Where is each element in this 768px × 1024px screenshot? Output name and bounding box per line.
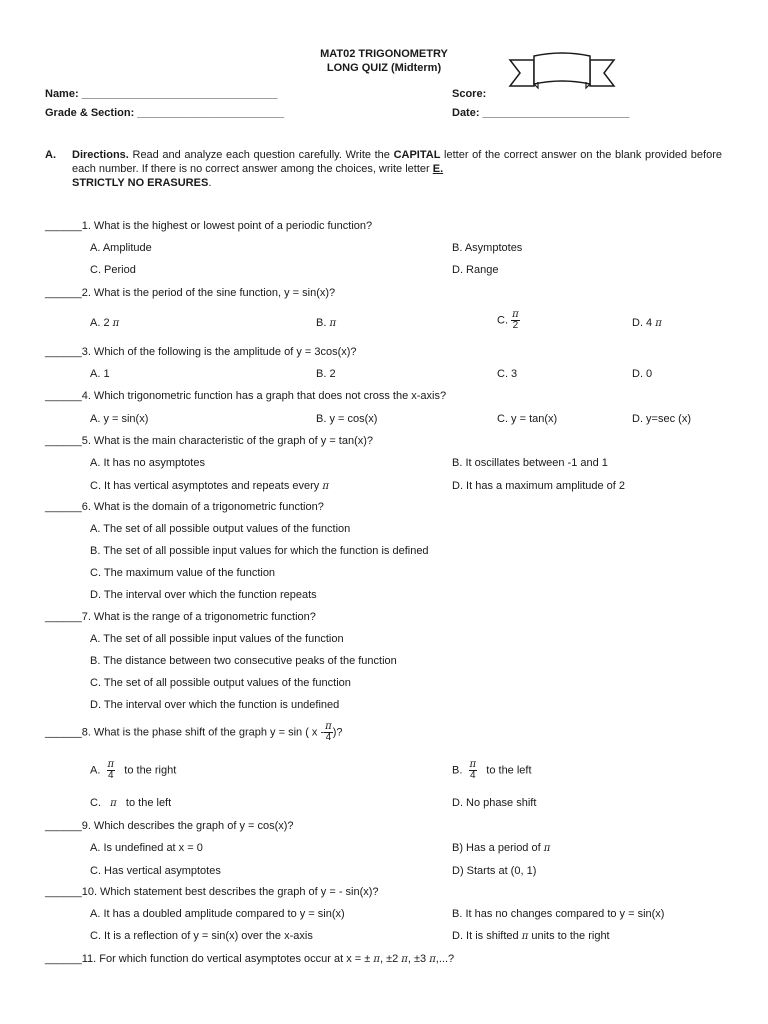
question-4: ______4. Which trigonometric function has a graph that does not cross the x-axis? <box>45 390 447 402</box>
directions-text-2: letter of the correct answer on the blank provided before each number. If there is no correct answer among the choices, write letter <box>72 149 722 175</box>
q2-c-num: π <box>512 309 519 320</box>
q8-a-fraction <box>107 760 116 781</box>
question-3: ______3. Which of the following is the amplitude of y = 3cos(x)? <box>45 346 357 358</box>
q8-den: 4 <box>325 732 332 743</box>
q9-option-a: A. Is undefined at x = 0 <box>90 842 203 854</box>
q8-option-d: D. No phase shift <box>452 797 537 809</box>
q2-c-label: C. <box>497 314 508 327</box>
q11-pi-2: π <box>401 954 408 965</box>
q7-option-d: D. The interval over which the function is undefined <box>90 699 340 711</box>
q2-c-fraction <box>511 310 520 331</box>
q8-text-end: )? <box>332 726 343 739</box>
q5-option-d: D. It has a maximum amplitude of 2 <box>452 480 626 492</box>
question-9: ______9. Which describes the graph of y = cos(x)? <box>45 820 294 832</box>
q4-option-d: D. y=sec (x) <box>632 413 691 425</box>
q8-c-label: C. <box>90 797 101 809</box>
question-11 <box>45 953 454 965</box>
q4-option-a: A. y = sin(x) <box>90 413 149 425</box>
q2-option-c <box>497 310 520 331</box>
q1-option-d: D. Range <box>452 264 499 276</box>
q11-t2: , ±2 <box>379 953 399 965</box>
q3-option-a: A. 1 <box>90 368 110 380</box>
q10-option-d <box>452 930 610 942</box>
q11-text: ______11. For which function do vertical asymptotes occur at x = ± <box>45 953 371 965</box>
question-10: ______10. Which statement best describes the graph of y = - sin(x)? <box>45 886 379 898</box>
q8-option-b <box>452 760 532 781</box>
q8-b-label: B. <box>452 764 463 777</box>
q3-option-b: B. 2 <box>316 368 336 380</box>
q6-option-a: A. The set of all possible output values of the function <box>90 523 351 535</box>
q9-b-pi: π <box>543 843 551 854</box>
question-8 <box>45 722 343 743</box>
q6-option-b: B. The set of all possible input values for which the function is defined <box>90 545 429 557</box>
q2-a-pi: π <box>112 318 120 329</box>
directions-text <box>72 148 722 190</box>
q4-option-b: B. y = cos(x) <box>316 413 378 425</box>
q8-num: π <box>325 721 332 732</box>
q8-option-c <box>90 797 171 809</box>
q8-b-den: 4 <box>470 770 476 781</box>
score-ribbon-icon <box>508 50 616 92</box>
q7-option-c: C. The set of all possible output values of the function <box>90 677 351 689</box>
question-2: ______2. What is the period of the sine function, y = sin(x)? <box>45 287 336 299</box>
name-field[interactable]: Name: ________________________________ <box>45 88 278 100</box>
q8-a-num: π <box>107 759 115 770</box>
q8-b-fraction <box>469 760 478 781</box>
q10-option-a: A. It has a doubled amplitude compared to y = sin(x) <box>90 908 345 920</box>
section-letter: A. <box>45 149 56 161</box>
q8-text: ______8. What is the phase shift of the graph y = sin ( x - <box>45 726 325 739</box>
q9-option-c: C. Has vertical asymptotes <box>90 865 221 877</box>
q4-option-c: C. y = tan(x) <box>497 413 558 425</box>
q8-b-end: to the left <box>486 764 532 777</box>
q9-b-label: B) Has a period of <box>452 842 541 854</box>
q5-option-a: A. It has no asymptotes <box>90 457 205 469</box>
q8-a-den: 4 <box>108 770 114 781</box>
q6-option-d: D. The interval over which the function repeats <box>90 589 317 601</box>
q8-c-end: to the left <box>125 797 172 809</box>
q7-option-b: B. The distance between two consecutive peaks of the function <box>90 655 397 667</box>
q5-option-c <box>90 480 329 492</box>
grade-section-field[interactable]: Grade & Section: ________________________ <box>45 107 285 119</box>
q11-t3: , ±3 <box>407 953 427 965</box>
quiz-subtitle: LONG QUIZ (Midterm) <box>326 62 442 74</box>
q2-d-label: D. 4 <box>632 317 653 329</box>
q8-c-pi: π <box>110 798 117 809</box>
q9-option-b <box>452 842 550 854</box>
q8-b-num: π <box>469 759 477 770</box>
question-7: ______7. What is the range of a trigonometric function? <box>45 611 316 623</box>
q8-a-label: A. <box>90 764 101 777</box>
q5-c-pi: π <box>322 481 329 492</box>
q2-a-label: A. 2 <box>90 317 110 329</box>
question-5: ______5. What is the main characteristic of the graph of y = tan(x)? <box>45 435 374 447</box>
q10-d-pi: π <box>521 931 529 942</box>
q2-option-d <box>632 317 662 329</box>
q11-t4: ,...? <box>435 953 455 965</box>
q2-option-a <box>90 317 119 329</box>
directions-capital: CAPITAL <box>393 149 441 161</box>
q2-b-pi: π <box>329 318 337 329</box>
q8-a-end: to the right <box>124 764 177 777</box>
question-6: ______6. What is the domain of a trigonometric function? <box>45 501 324 513</box>
q6-option-c: C. The maximum value of the function <box>90 567 276 579</box>
q2-option-b <box>316 317 336 329</box>
score-field[interactable]: Score: <box>452 88 487 100</box>
q10-d-end: units to the right <box>531 930 610 942</box>
q5-option-b: B. It oscillates between -1 and 1 <box>452 457 608 469</box>
q10-d-label: D. It is shifted <box>452 930 519 942</box>
q8-fraction <box>324 722 333 743</box>
q2-d-pi: π <box>655 318 662 329</box>
directions-lead: Directions. <box>72 149 129 161</box>
question-1: ______1. What is the highest or lowest point of a periodic function? <box>45 220 373 232</box>
date-field[interactable]: Date: ________________________ <box>452 107 630 119</box>
directions-e-letter: E. <box>432 163 444 175</box>
q5-c-label: C. It has vertical asymptotes and repeats every <box>90 480 320 492</box>
directions-strict: STRICTLY NO ERASURES <box>72 177 209 189</box>
q11-pi-3: π <box>429 954 436 965</box>
q8-option-a <box>90 760 176 781</box>
q10-option-b: B. It has no changes compared to y = sin(x) <box>452 908 665 920</box>
quiz-title: MAT02 TRIGONOMETRY <box>320 48 448 60</box>
q9-option-d: D) Starts at (0, 1) <box>452 865 537 877</box>
directions-end: . <box>208 177 212 189</box>
q11-pi-1: π <box>373 954 380 965</box>
q1-option-c: C. Period <box>90 264 136 276</box>
q3-option-d: D. 0 <box>632 368 653 380</box>
q10-option-c: C. It is a reflection of y = sin(x) over the x-axis <box>90 930 313 942</box>
q7-option-a: A. The set of all possible input values of the function <box>90 633 344 645</box>
q2-b-label: B. <box>316 317 327 329</box>
q1-option-b: B. Asymptotes <box>452 242 523 254</box>
q3-option-c: C. 3 <box>497 368 518 380</box>
directions-text-1: Read and analyze each question carefully. Write the <box>128 149 394 161</box>
q2-c-den: 2 <box>512 320 519 331</box>
q1-option-a: A. Amplitude <box>90 242 152 254</box>
